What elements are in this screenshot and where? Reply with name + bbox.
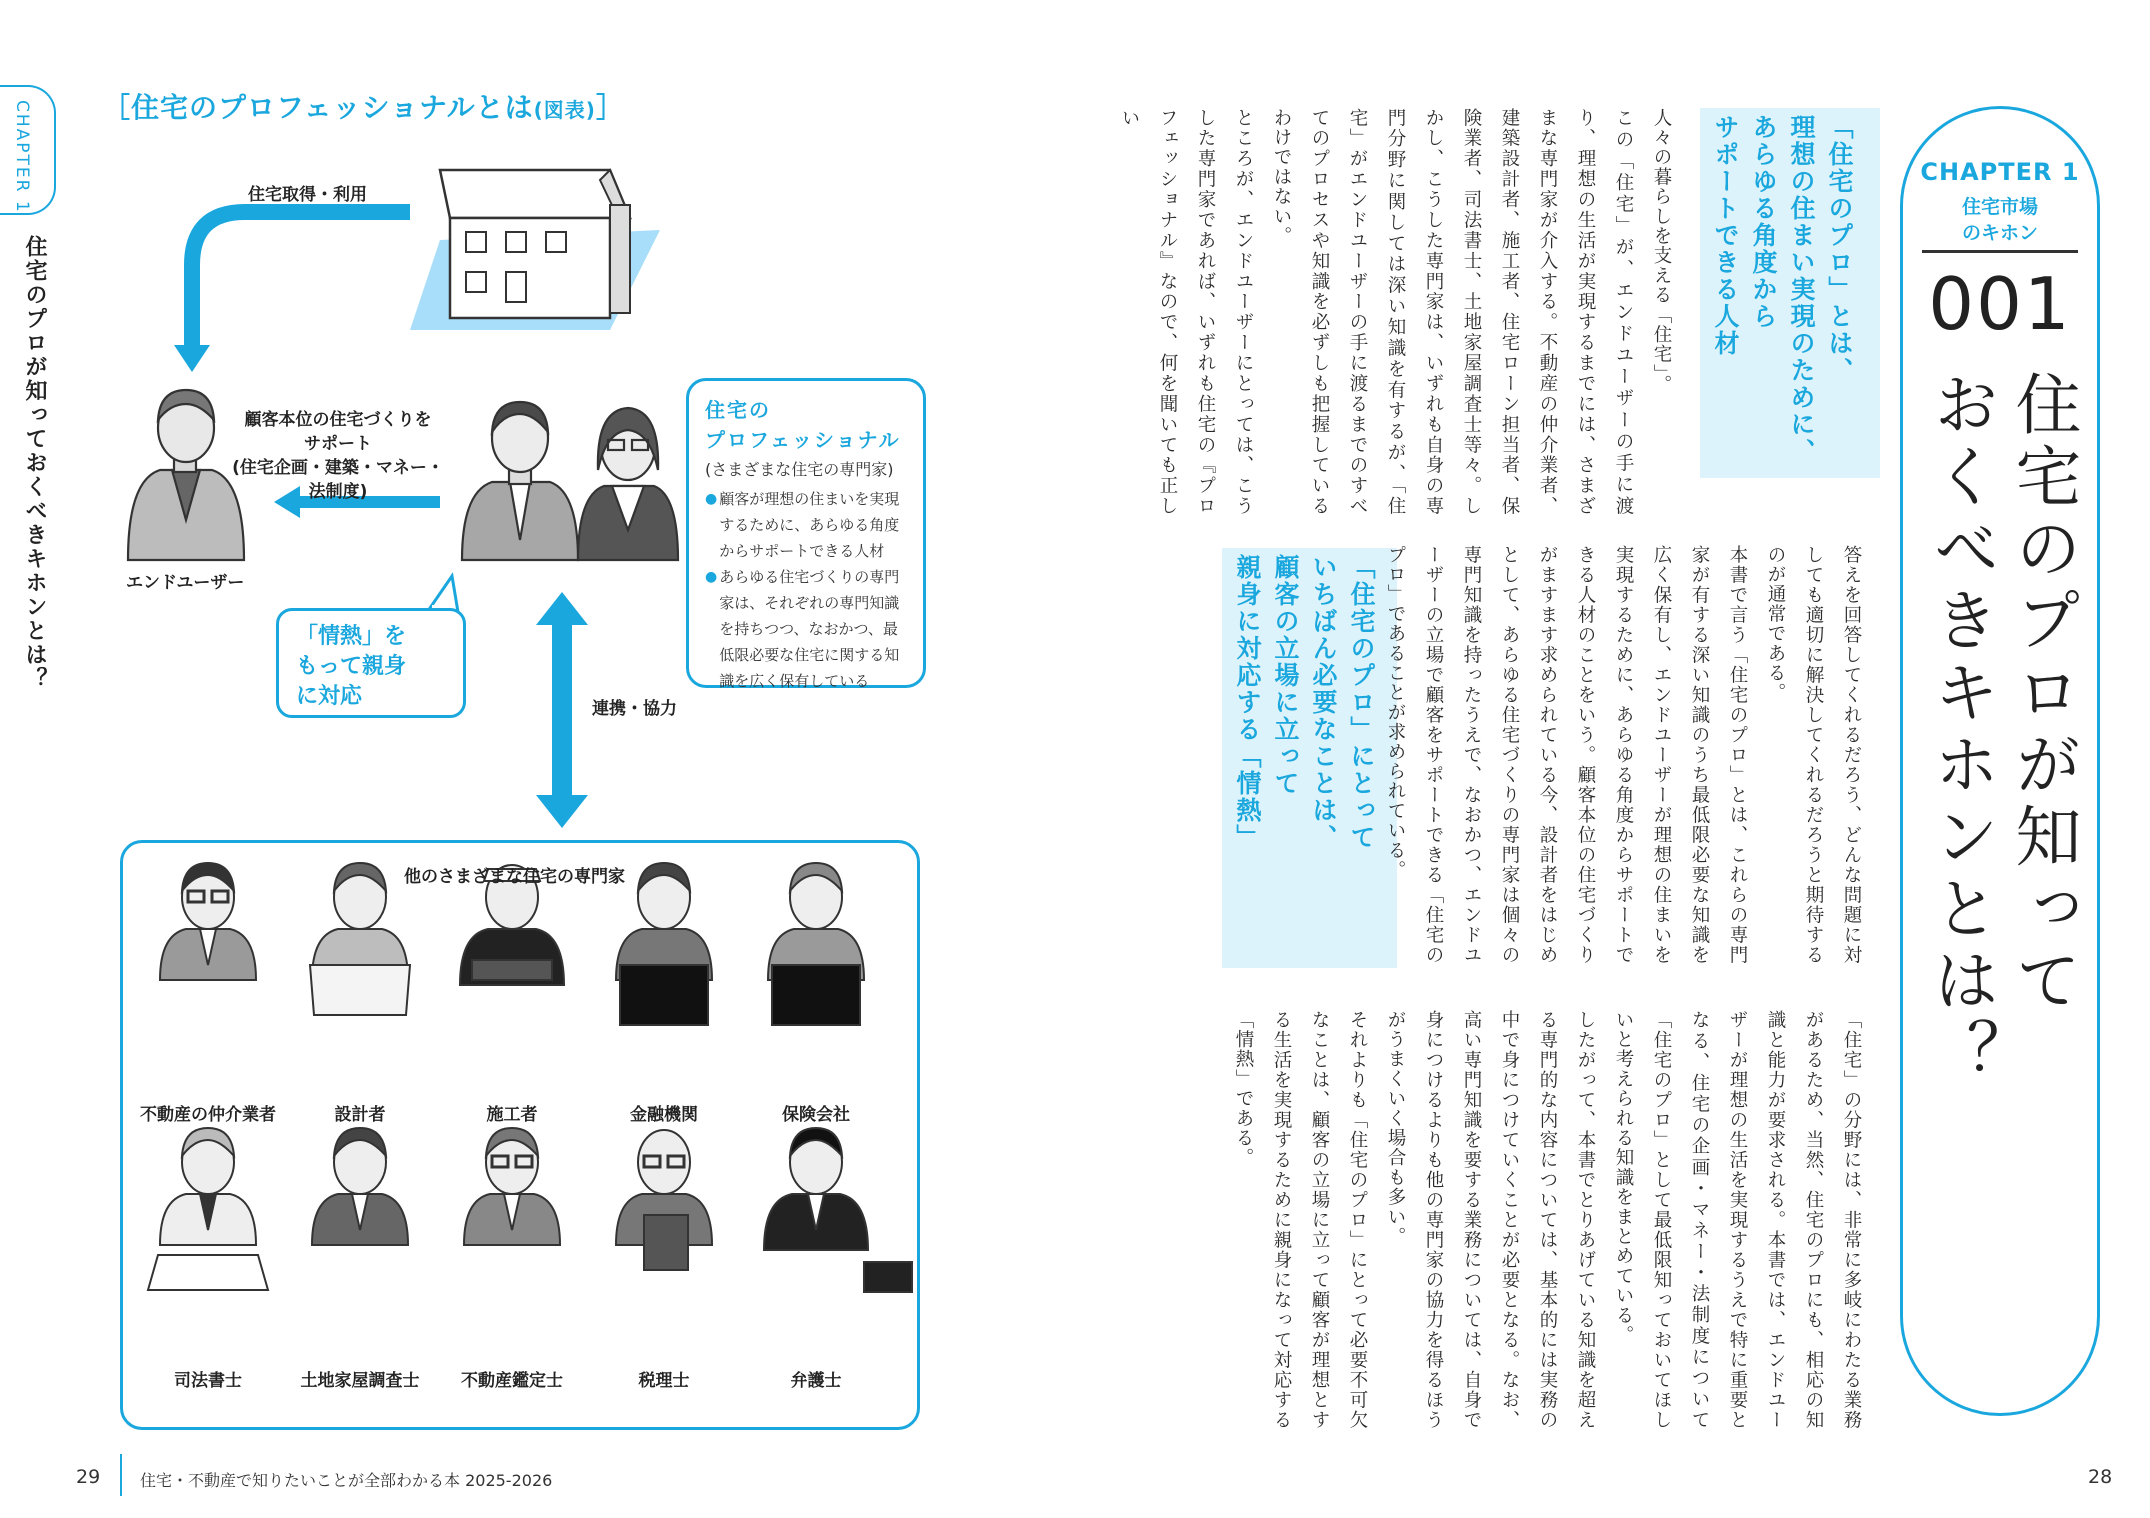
body-text-middle: 答えを回答してくれるだろう、どんな問題に対しても適切に解決してくれるだろうと期待するのが通常である。 本書で言う「住宅のプロ」とは、これらの専門家が有する深い知識のうち最低限必要な知識を広く保有し、エンドユーザーが理想の住まいを実現するために、あらゆる角度からサポートできる人材のことをいう。顧客本位の住宅づくりがますます求められている今、設計者をはじめとして、あらゆる住宅づくりの専門家は個々の専門知識を持ったうえで、なおかつ、エンドユーザーの立場で顧客をサポートできる「住宅のプロ」であることが求められている。: [1385, 545, 1862, 965]
professional-bullet: ● 顧客が理想の住まいを実現するために、あらゆる角度からサポートできる人材: [705, 490, 900, 560]
acquire-arrow: [192, 212, 410, 345]
expert-label: 金融機関: [630, 1105, 698, 1125]
body-text-bottom: 「住宅」の分野には、非常に多岐にわたる業務があるため、当然、住宅のプロにも、相応の知識と能力が要求される。本書では、エンドユーザーが理想の生活を実現するうえで特に重要となる、住宅の企画・マネー・法制度について「住宅のプロ」として最低限知っておいてほしいと考えられる知識をまとめている。 したがって、本書でとりあげている知識を超える専門的な内容については、基本的には実務の中で身につけていくことが必要となる。なお、高い専門知識を要する業務については、自身で身につけるよりも他の専門家の協力を得るほうがうまくいく場合も多い。 それよりも「住宅のプロ」にとって必要不可欠なことは、顧客の立場に立って顧客が理想とする生活を実現するために親身になって対応する「情熱」である。: [1233, 1010, 1862, 1430]
book-title: 住宅・不動産で知りたいことが全部わかる本 2025-2026: [140, 1471, 553, 1490]
chapter-label: CHAPTER 1: [1920, 158, 2080, 186]
cooperate-arrow: [552, 625, 572, 795]
chapter-tab-label: CHAPTER 1: [12, 100, 32, 214]
footer-divider: [120, 1454, 122, 1496]
side-title: 住宅のプロが知っておくべきキホンとは？: [22, 235, 47, 691]
heading-line2: おくべきキホンとは？: [1922, 370, 1999, 1090]
expert-label: 税理士: [638, 1371, 690, 1391]
acquire-label: 住宅取得・利用: [248, 185, 367, 205]
professional-box-title: 住宅の プロフェッショナル: [705, 398, 901, 452]
passion-bubble-text: 「情熱」を もって親身 に対応: [296, 624, 407, 709]
other-experts-box: [120, 840, 920, 1430]
expert-label: 設計者: [334, 1105, 386, 1125]
expert-label: 司法書士: [174, 1371, 242, 1391]
professional-box-subtitle: (さまざまな住宅の専門家): [705, 460, 894, 479]
expert-label: 土地家屋調査士: [300, 1371, 420, 1391]
highlight-2: 「住宅のプロ」にとって いちばん必要なことは、 顧客の立場に立って 親身に対応する「情熱」: [1233, 554, 1376, 851]
professional-bullet: ● あらゆる住宅づくりの専門家は、それぞれの専門知識を持ちつつ、なおかつ、最低限必要な住宅に関する知識を広く保有している: [705, 568, 900, 690]
end-user-figure: [128, 390, 244, 560]
page-number-left: 29: [76, 1466, 101, 1488]
page-number-right: 28: [2088, 1466, 2113, 1488]
house-illustration: [410, 170, 660, 330]
expert-label: 施工者: [486, 1105, 538, 1125]
other-experts-title: 他のさまざまな住宅の専門家: [404, 867, 625, 887]
professional-box: [686, 378, 926, 688]
support-label: 顧客本位の住宅づくりを サポート (住宅企画・建築・マネー・法制度): [232, 410, 444, 502]
chapter-subtitle: 住宅市場 のキホン: [1961, 196, 2038, 244]
expert-label: 不動産鑑定士: [461, 1371, 563, 1391]
professionals-figure: [462, 402, 678, 560]
heading-line1: 住宅のプロが知って: [2004, 370, 2081, 1018]
expert-label: 不動産の仲介業者: [140, 1105, 276, 1125]
chapter-rule: [1922, 250, 2078, 253]
section-number: 001: [1928, 262, 2072, 346]
body-text-top: 人々の暮らしを支える「住宅」。 この「住宅」が、エンドユーザーの手に渡り、理想の生活が実現するまでには、さまざまな専門家が介入する。不動産の仲介業者、建築設計者、施工者、住宅ローン担当者、保険業者、司法書士、土地家屋調査士等々。しかし、こうした専門家は、いずれも自身の専門分野に関しては深い知識を有するが、「住宅」がエンドユーザーの手に渡るまでのすべてのプロセスや知識を必ずしも把握しているわけではない。 ところが、エンドユーザーにとっては、こうした専門家であれば、いずれも住宅の『プロフェッショナル』なので、何を聞いても正しい: [1119, 108, 1672, 516]
highlight-1: 「住宅のプロ」とは、 理想の住まい実現のために、 あらゆる角度から サポートできる人材: [1711, 114, 1854, 465]
expert-label: 保険会社: [782, 1105, 850, 1125]
figure-title: ［住宅のプロフェッショナルとは(図表)］: [102, 91, 625, 124]
end-user-label: エンドユーザー: [126, 573, 245, 593]
expert-label: 弁護士: [790, 1371, 842, 1391]
cooperate-label: 連携・協力: [592, 699, 677, 719]
